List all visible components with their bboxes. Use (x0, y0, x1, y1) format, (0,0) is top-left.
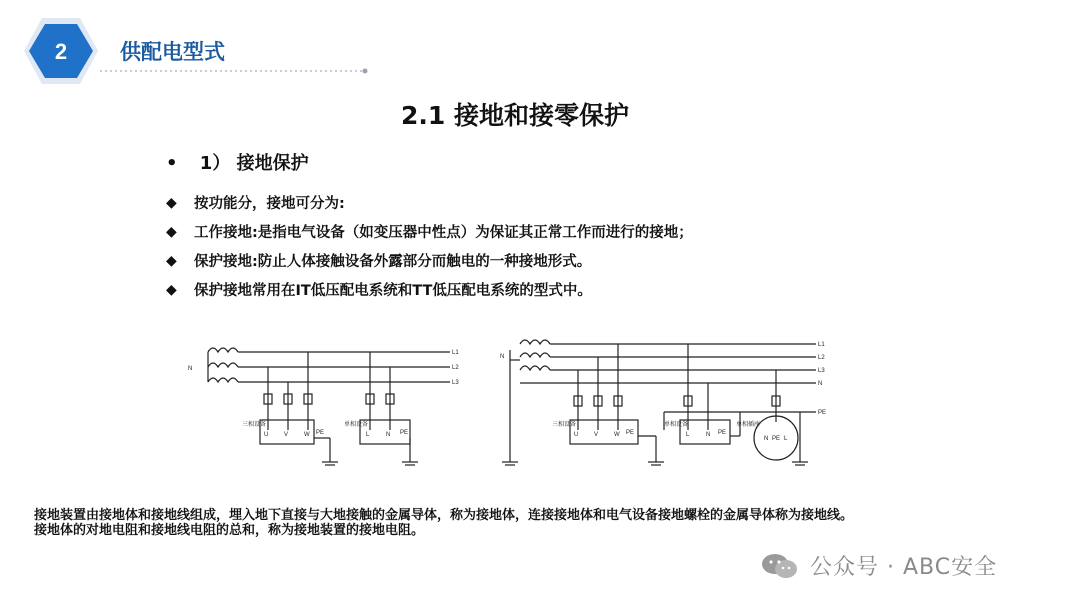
list-item (166, 246, 693, 275)
terminal-label: PE (626, 430, 635, 436)
device-label: 三相设备 (242, 422, 267, 428)
terminal-label: L (784, 436, 788, 442)
tt-system-diagram (502, 340, 816, 465)
description-line: 接地体的对地电阻和接地线电阻的总和，称为接地装置的接地电阻。 (34, 523, 425, 538)
list-item-text: 按功能分，接地可分为: (194, 196, 345, 212)
list-item-text: 工作接地:是指电气设备（如变压器中性点）为保证其正常工作而进行的接地； (194, 225, 693, 241)
label-l2: L2 (452, 365, 459, 371)
diamond-bullet-icon: ◆ (166, 194, 177, 211)
list-item (166, 275, 693, 304)
label-l3: L3 (818, 368, 825, 374)
diamond-bullet-icon: ◆ (166, 281, 177, 298)
label-l3: L3 (452, 380, 459, 386)
bullet-list (166, 188, 693, 304)
terminal-label: PE (772, 436, 781, 442)
terminal-label: PE (316, 430, 325, 436)
list-item-text: 保护接地:防止人体接触设备外露部分而触电的一种接地形式。 (194, 254, 592, 270)
terminal-label: PE (718, 430, 727, 436)
device-label: 单相插座 (736, 422, 761, 428)
device-label: 三相设备 (552, 422, 577, 428)
list-item (166, 188, 693, 217)
watermark (760, 550, 997, 581)
it-system-diagram (208, 348, 450, 465)
watermark-text: 公众号 · ABC安全 (810, 555, 998, 580)
subheading-text: 1） 接地保护 (199, 153, 309, 174)
terminal-label: W (304, 432, 310, 438)
subheading (166, 149, 309, 175)
page-title: 2.1 接地和接零保护 (401, 101, 629, 130)
section-number: 2 (54, 39, 68, 64)
terminal-label: U (574, 432, 579, 438)
list-item (166, 217, 693, 246)
section-title: 供配电型式 (120, 40, 225, 64)
list-item-text: 保护接地常用在IT低压配电系统和TT低压配电系统的型式中。 (194, 283, 592, 299)
diamond-bullet-icon: ◆ (166, 252, 177, 269)
terminal-label: N (386, 432, 391, 438)
terminal-label: N (764, 436, 769, 442)
description-line: 接地装置由接地体和接地线组成，埋入地下直接与大地接触的金属导体，称为接地体，连接接地体和电气设备接地螺栓的金属导体称为接地线。 (34, 508, 854, 523)
terminal-label: N (706, 432, 711, 438)
diamond-bullet-icon: ◆ (166, 223, 177, 240)
label-n: N (188, 366, 193, 372)
label-n: N (500, 354, 505, 360)
label-l1: L1 (452, 350, 459, 356)
label-l1: L1 (818, 342, 825, 348)
terminal-label: L (686, 432, 690, 438)
terminal-label: PE (400, 430, 409, 436)
label-l2: L2 (818, 355, 825, 361)
grounding-circuit-diagrams (180, 330, 840, 480)
label-n: N (818, 381, 823, 387)
header-divider (100, 68, 370, 74)
terminal-label: W (614, 432, 620, 438)
label-pe: PE (818, 410, 827, 416)
section-number-badge (22, 14, 100, 88)
terminal-label: L (366, 432, 370, 438)
wechat-icon (760, 551, 800, 581)
device-label: 单相设备 (664, 422, 689, 428)
description-text (34, 508, 853, 538)
terminal-label: V (284, 432, 289, 438)
device-label: 单相设备 (344, 422, 369, 428)
terminal-label: U (264, 432, 269, 438)
bullet-icon: • (166, 153, 178, 174)
terminal-label: V (594, 432, 599, 438)
